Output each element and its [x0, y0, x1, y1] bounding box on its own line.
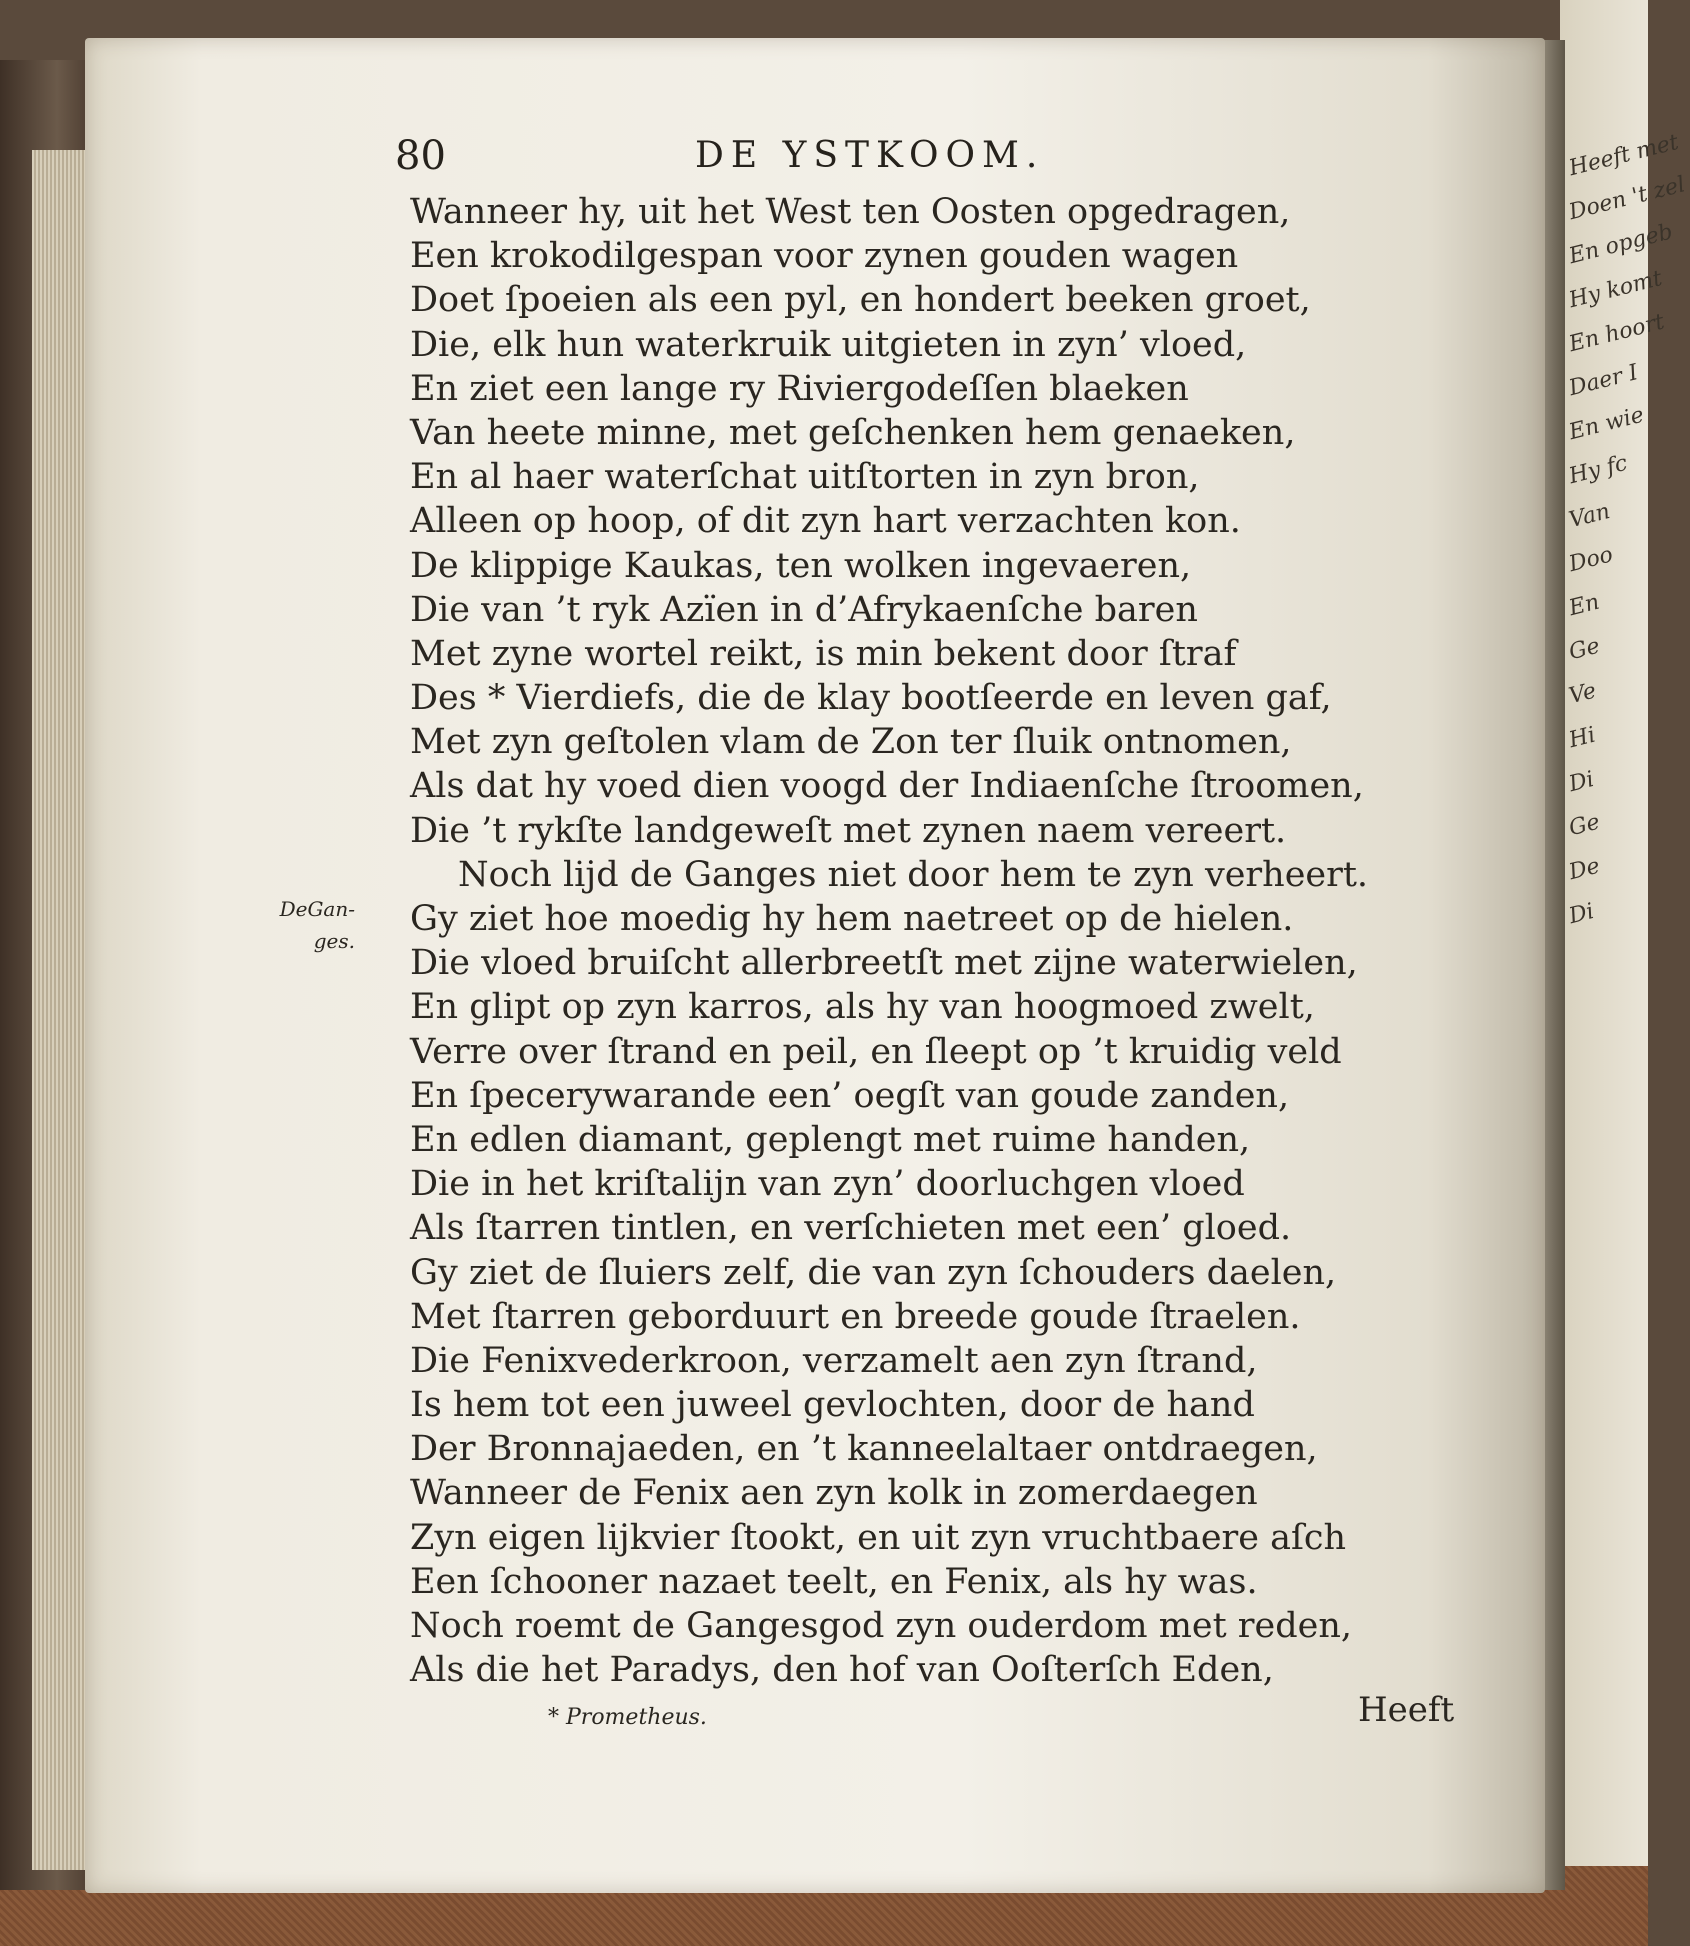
facing-page-line: Ve — [1566, 678, 1599, 710]
facing-page-line: Hy komt — [1566, 266, 1665, 314]
verse-line: En glipt op zyn karros, als hy van hoogmoed zwelt, — [410, 987, 1315, 1028]
facing-page-line: De — [1566, 853, 1603, 886]
facing-page-line: Daer I — [1566, 360, 1641, 402]
verse-line: Een ſchooner nazaet teelt, en Fenix, als hy was. — [410, 1561, 1258, 1602]
facing-page — [1560, 0, 1688, 1866]
verse-line: Wanneer de Fenix aen zyn kolk in zomerdaegen — [410, 1473, 1258, 1514]
verse-line: Met ſtarren geborduurt en breede goude ſtraelen. — [410, 1296, 1301, 1337]
verse-line: Noch roemt de Gangesgod zyn ouderdom met reden, — [410, 1606, 1353, 1646]
verse-line: Zyn eigen lijkvier ſtookt, en uit zyn vruchtbaere aſch — [410, 1517, 1347, 1558]
verse-line: Die, elk hun waterkruik uitgieten in zyn’ vloed, — [410, 324, 1247, 365]
facing-page-line: En hoort — [1566, 309, 1667, 358]
facing-page-line: Hy fc — [1566, 450, 1630, 490]
verse-line: En al haer waterſchat uitſtorten in zyn bron, — [410, 457, 1200, 498]
margin-note-line: DeGan- — [279, 897, 355, 921]
facing-page-line: Di — [1566, 766, 1597, 798]
verse-line: Die van ’t ryk Azïen in d’Afrykaenſche baren — [410, 589, 1198, 630]
verse-line: Die in het kriſtalijn van zyn’ doorluchgen vloed — [410, 1164, 1245, 1205]
verse-line: Die ’t rykſte landgeweſt met zynen naem vereert. — [410, 810, 1287, 851]
verse-line: Als ſtarren tintlen, en verſchieten met een’ gloed. — [410, 1208, 1292, 1249]
verse-line: De klippige Kaukas, ten wolken ingevaeren, — [410, 545, 1192, 586]
footnote: * Prometheus. — [548, 1705, 707, 1730]
verse-line: Noch lijd de Ganges niet door hem te zyn verheert. — [458, 854, 1369, 895]
verse-line: En ziet een lange ry Riviergodeſſen blaeken — [410, 368, 1189, 409]
page-number: 80 — [395, 133, 446, 179]
verse-line: En edlen diamant, geplengt met ruime handen, — [410, 1119, 1251, 1160]
facing-page-line: En opgeb — [1566, 219, 1676, 270]
poem-text — [410, 190, 1520, 1692]
margin-note-line: ges. — [313, 929, 355, 953]
facing-page-line: Heeft met — [1566, 129, 1682, 182]
verse-line: Is hem tot een juweel gevlochten, door de hand — [410, 1385, 1255, 1426]
verse-line: Der Bronnajaeden, en ’t kanneelaltaer ontdraegen, — [410, 1429, 1318, 1470]
verse-line: Wanneer hy, uit het West ten Oosten opgedragen, — [410, 192, 1291, 232]
verse-line: Gy ziet hoe moedig hy hem naetreet op de hielen. — [410, 899, 1294, 939]
verse-line: Doet ſpoeien als een pyl, en hondert beeken groet, — [410, 280, 1311, 321]
verse-line: Een krokodilgespan voor zynen gouden wagen — [410, 236, 1239, 277]
verse-line: Gy ziet de ſluiers zelf, die van zyn ſchouders daelen, — [410, 1252, 1337, 1293]
verse-line: Van heete minne, met geſchenken hem genaeken, — [410, 412, 1296, 453]
facing-page-line: Van — [1566, 499, 1613, 534]
verse-line: Met zyn geſtolen vlam de Zon ter ſluik ontnomen, — [410, 722, 1292, 763]
facing-page-line: Ge — [1566, 809, 1603, 842]
facing-page-line: Doen 't zel — [1566, 172, 1688, 226]
facing-page-line: En — [1566, 589, 1602, 622]
verse-line: En ſpecerywarande een’ oegſt van goude zanden, — [410, 1075, 1290, 1116]
verse-line: Die vloed bruiſcht allerbreetſt met zijne waterwielen, — [410, 943, 1358, 984]
verse-line: Die Fenixvederkroon, verzamelt aen zyn ſtrand, — [410, 1340, 1258, 1381]
facing-page-line: En wie — [1566, 402, 1647, 446]
running-title: DE YSTKOOM. — [695, 135, 1045, 176]
facing-page-line: Di — [1566, 898, 1597, 930]
verse-line: Verre over ſtrand en peil, en ſleept op ’t kruidig veld — [410, 1031, 1342, 1072]
verse-line: Als die het Paradys, den hof van Ooſterſch Eden, — [410, 1650, 1274, 1691]
facing-page-line: Ge — [1566, 633, 1603, 666]
facing-page-line: Hi — [1566, 722, 1599, 754]
verse-line: Alleen op hoop, of dit zyn hart verzachten kon. — [410, 501, 1241, 542]
page-header — [395, 133, 1425, 187]
catchword: Heeft — [1358, 1690, 1455, 1730]
verse-line: Met zyne wortel reikt, is min bekent door ſtraf — [410, 633, 1237, 674]
facing-page-line: Doo — [1566, 542, 1616, 578]
verse-line: Als dat hy voed dien voogd der Indiaenſche ſtroomen, — [410, 766, 1364, 807]
margin-note — [265, 893, 355, 957]
verse-line: Des * Vierdiefs, die de klay bootſeerde en leven gaf, — [410, 678, 1332, 719]
